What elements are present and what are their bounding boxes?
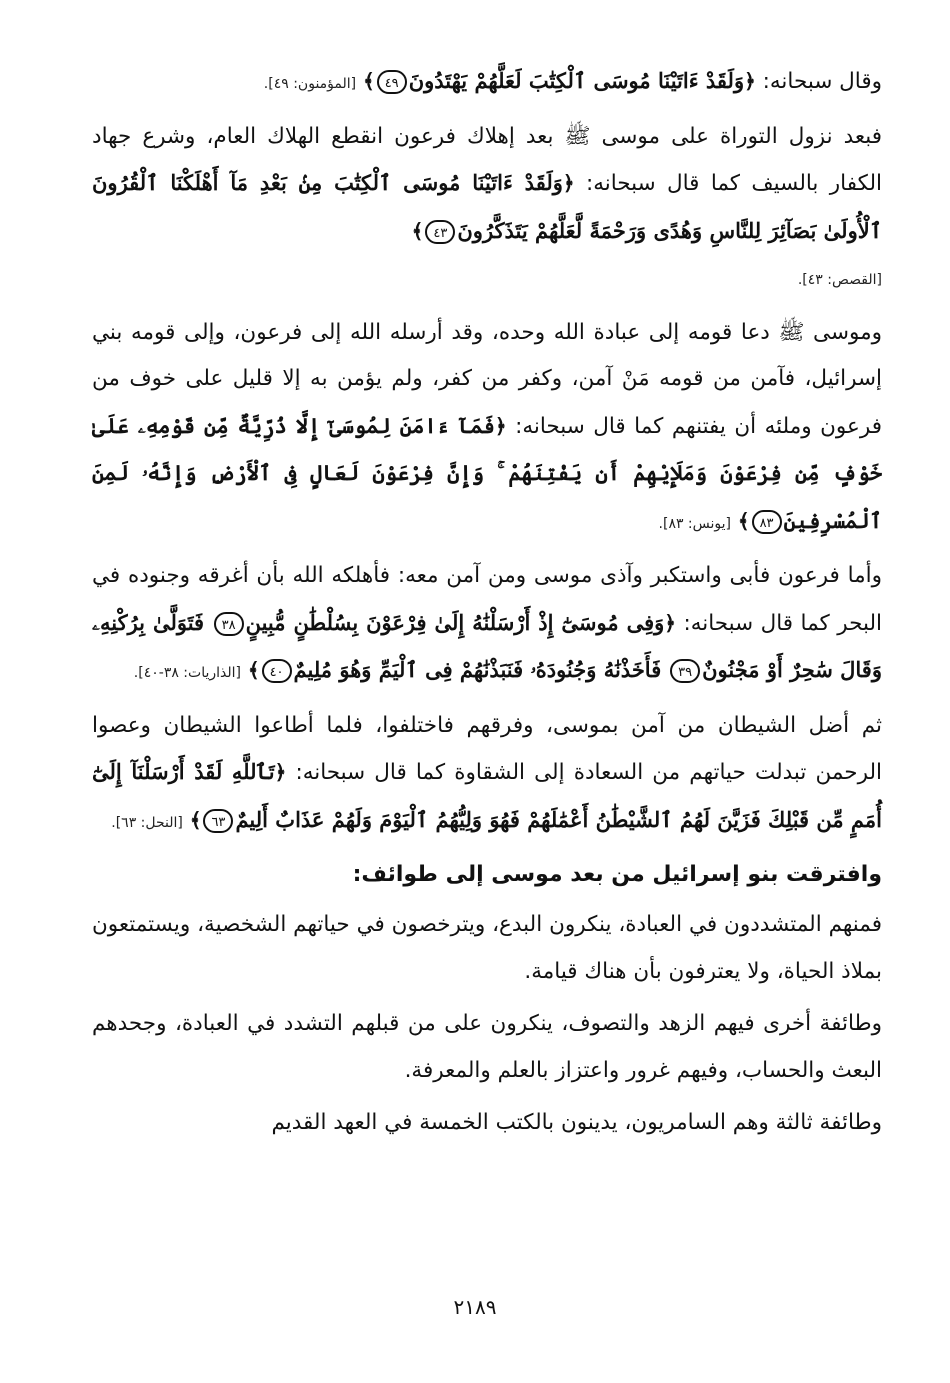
- paragraph-text: وقال سبحانه:: [755, 69, 882, 94]
- quran-verse: فَتَوَلَّىٰ بِرُكْنِهِۦ وَقَالَ سَٰحِرٌ أَوْ مَجْنُونٌ: [92, 609, 882, 682]
- ornate-bracket-open: ﴿: [744, 69, 756, 93]
- verse-reference: [النحل: ٦٣].: [111, 814, 183, 831]
- paragraph-text: ثم أضل الشيطان من آمن بموسى، وفرقهم فاختلفوا، فلما أطاعوا الشيطان وعصوا الرحمن تبدلت حياتهم من السعادة إلى الشقاوة كما قال سبحانه:: [92, 712, 882, 785]
- quran-verse: فَأَخَذْنَٰهُ وَجُنُودَهُۥ فَنَبَذْنَٰهُمْ فِى ٱلْيَمِّ وَهُوَ مُلِيمٌ: [293, 657, 662, 682]
- ayah-number-marker: ٤٩: [377, 70, 407, 94]
- paragraph-group-third: وطائفة ثالثة وهم السامريون، يدينون بالكتب الخمسة في العهد القديم: [271, 1110, 882, 1135]
- verse-reference: [القصص: ٤٣].: [797, 272, 882, 288]
- ornate-bracket-close: ﴾: [189, 807, 202, 832]
- ornate-bracket-open: ﴿: [494, 413, 507, 438]
- quran-verse: فَمَآ ءَامَنَ لِمُوسَىٰٓ إِلَّا ذُرِّيَّةٌ مِّن قَوْمِهِۦ عَلَىٰ خَوْفٍ مِّن فِرْعَوْنَ وَمَلَإِيْهِمْ أَن يَفْتِنَهُمْ ۚ وَإِنَّ فِرْعَوْنَ لَعَالٍ فِى ٱلْأَرْضِ وَإِنَّهُۥ لَمِنَ ٱلْمُسْرِفِينَ: [92, 412, 882, 533]
- ornate-bracket-open: ﴿: [562, 171, 575, 195]
- paragraph-nahl: [92, 703, 882, 847]
- verse-reference: [يونس: ٨٣].: [658, 515, 731, 532]
- ayah-number-marker: ٣٩: [670, 659, 700, 683]
- paragraph-yunus: [92, 310, 882, 548]
- ornate-bracket-close: ﴾: [362, 69, 375, 93]
- quran-verse: تَٱللَّهِ لَقَدْ أَرْسَلْنَآ إِلَىٰٓ أُمَمٍ مِّن قَبْلِكَ فَزَيَّنَ لَهُمُ ٱلشَّيْطَٰنُ أَعْمَٰلَهُمْ فَهُوَ وَلِيُّهُمُ ٱلْيَوْمَ وَلَهُمْ عَذَابٌ أَلِيمٌ: [92, 759, 882, 832]
- paragraph-qasas: [92, 114, 882, 304]
- ayah-number-marker: ٣٨: [214, 612, 244, 636]
- paragraph-text: وأما فرعون فأبى واستكبر وآذى موسى ومن آمن معه: فأهلكه الله بأن أغرقه وجنوده في البحر كما قال سبحانه:: [92, 563, 882, 636]
- section-heading: وافترقت بنو إسرائيل من بعد موسى إلى طوائف:: [352, 862, 882, 887]
- ayah-number-marker: ٤٠: [262, 659, 292, 683]
- verse-reference: [الذاريات: ٣٨-٤٠].: [133, 665, 241, 681]
- page-number: ٢١٨٩: [453, 1295, 497, 1319]
- paragraph-text: وموسى ﷺ دعا قومه إلى عبادة الله وحده، وقد أرسله الله إلى فرعون، وإلى قومه بني إسرائيل، فآمن من قومه مَنْ آمن، وكفر من كفر، ولم يؤمن به إلا قليل على خوف من فرعون وملئه أن يفتنهم كما قال سبحانه:: [92, 319, 883, 439]
- ornate-bracket-open: ﴿: [664, 610, 676, 635]
- ayah-number-marker: ٨٣: [752, 510, 782, 534]
- ornate-bracket-close: ﴾: [247, 658, 260, 682]
- ayah-number-marker: ٦٣: [203, 809, 233, 833]
- paragraph-group-second: وطائفة أخرى فيهم الزهد والتصوف، ينكرون على من قبلهم التشدد في العبادة، وجحدهم البعث والحساب، وفيهم غرور واعتزاز بالعلم والمعرفة.: [92, 1011, 882, 1083]
- ornate-bracket-close: ﴾: [737, 508, 750, 533]
- quran-verse: وَلَقَدْ ءَاتَيْنَا مُوسَى ٱلْكِتَٰبَ مِنۢ بَعْدِ مَآ أَهْلَكْنَا ٱلْقُرُونَ ٱلْأُولَىٰ بَصَآئِرَ لِلنَّاسِ وَهُدًى وَرَحْمَةً لَّعَلَّهُمْ يَتَذَكَّرُونَ: [92, 170, 882, 243]
- quran-verse: وَلَقَدْ ءَاتَيْنَا مُوسَى ٱلْكِتَٰبَ لَعَلَّهُمْ يَهْتَدُونَ: [408, 68, 745, 93]
- verse-reference: [المؤمنون: ٤٩].: [263, 76, 357, 92]
- paragraph-dhariyat: [92, 553, 882, 697]
- ornate-bracket-open: ﴿: [274, 760, 287, 784]
- page-body: [92, 58, 882, 1153]
- paragraph-group-first: فمنهم المتشددون في العبادة، ينكرون البدع، ويترخصون في حياتهم الشخصية، ويستمتعون بملاذ الحياة، ولا يعترفون بأن هناك قيامة.: [92, 912, 882, 984]
- paragraph-muminun: [92, 58, 882, 108]
- quran-verse: وَفِى مُوسَىٰٓ إِذْ أَرْسَلْنَٰهُ إِلَىٰ فِرْعَوْنَ بِسُلْطَٰنٍ مُّبِينٍ: [245, 609, 665, 635]
- paragraph-text: فبعد نزول التوراة على موسى ﷺ بعد إهلاك فرعون انقطع الهلاك العام، وشرع جهاد الكفار بالسيف كما قال سبحانه:: [92, 123, 882, 196]
- ornate-bracket-close: ﴾: [411, 218, 424, 243]
- ayah-number-marker: ٤٣: [425, 220, 455, 244]
